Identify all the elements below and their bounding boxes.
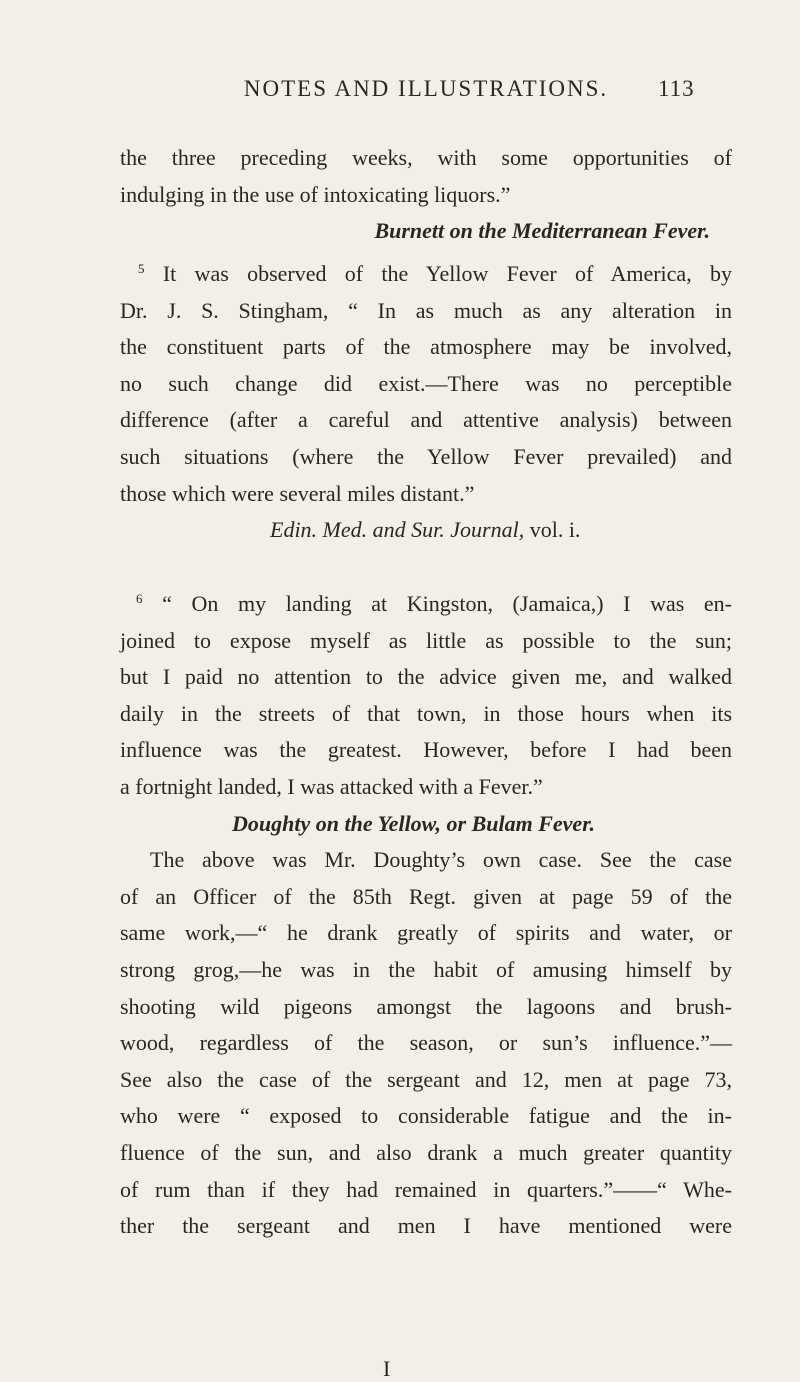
text-line: Dr. J. S. Stingham, “ In as much as any alteration in (120, 297, 732, 323)
text-line: the constituent parts of the atmosphere may be involved, (120, 334, 732, 360)
text-span: It was observed of the Yellow Fever of America, by (162, 261, 732, 286)
text-line: joined to expose myself as little as possible to the sun; (120, 627, 732, 653)
text-line: of an Officer of the 85th Regt. given at page 59 of the (120, 883, 732, 909)
citation-line (120, 512, 732, 549)
text-line: such situations (where the Yellow Fever prevailed) and (120, 443, 732, 469)
page-number: 113 (658, 76, 695, 101)
note-marker: 6 (136, 591, 143, 606)
citation: Edin. Med. and Sur. Journal, (270, 517, 525, 543)
text-line: wood, regardless of the season, or sun’s influence.”— (120, 1030, 732, 1056)
note-5 (120, 251, 732, 549)
continuation-paragraph (120, 140, 732, 250)
text-line: no such change did exist.—There was no perceptible (120, 370, 732, 396)
note-6 (120, 581, 732, 1245)
text-line: fluence of the sun, and also drank a much greater quantity (120, 1139, 732, 1165)
text-line: strong grog,—he was in the habit of amusing himself by (120, 956, 732, 982)
citation-volume: vol. i. (529, 517, 581, 543)
text-line: who were “ exposed to considerable fatigue and the in- (120, 1103, 732, 1129)
running-title: NOTES AND ILLUSTRATIONS. (243, 76, 609, 101)
text-line: daily in the streets of that town, in those hours when its (120, 700, 732, 726)
text-line: a fortnight landed, I was attacked with a Fever.” (120, 773, 543, 799)
text-line: the three preceding weeks, with some opportunities of (120, 145, 732, 170)
text-line: of rum than if they had remained in quarters.”——“ Whe- (120, 1176, 732, 1202)
text-line: influence was the greatest. However, before I had been (120, 737, 732, 763)
text-span: “ On my landing at Kingston, (Jamaica,) I was en- (162, 591, 732, 616)
text-line: indulging in the use of intoxicating liquors.” (120, 181, 511, 207)
citation: Doughty on the Yellow, or Bulam Fever. (232, 810, 596, 836)
note-marker: 5 (138, 261, 145, 276)
text-line (120, 581, 732, 623)
signature-mark: I (383, 1356, 391, 1381)
text-line: shooting wild pigeons amongst the lagoons and brush- (120, 993, 732, 1019)
text-line: The above was Mr. Doughty’s own case. See the case (150, 847, 732, 873)
text-line: those which were several miles distant.” (120, 480, 475, 506)
text-line: but I paid no attention to the advice given me, and walked (120, 664, 732, 690)
text-line: same work,—“ he drank greatly of spirits and water, or (120, 920, 732, 946)
text-line: difference (after a careful and attentive analysis) between (120, 407, 732, 433)
text-line (120, 251, 732, 293)
citation: Burnett on the Mediterranean Fever. (374, 218, 710, 244)
text-line: See also the case of the sergeant and 12, men at page 73, (120, 1066, 732, 1092)
text-line: ther the sergeant and men I have mentioned were (120, 1213, 732, 1239)
